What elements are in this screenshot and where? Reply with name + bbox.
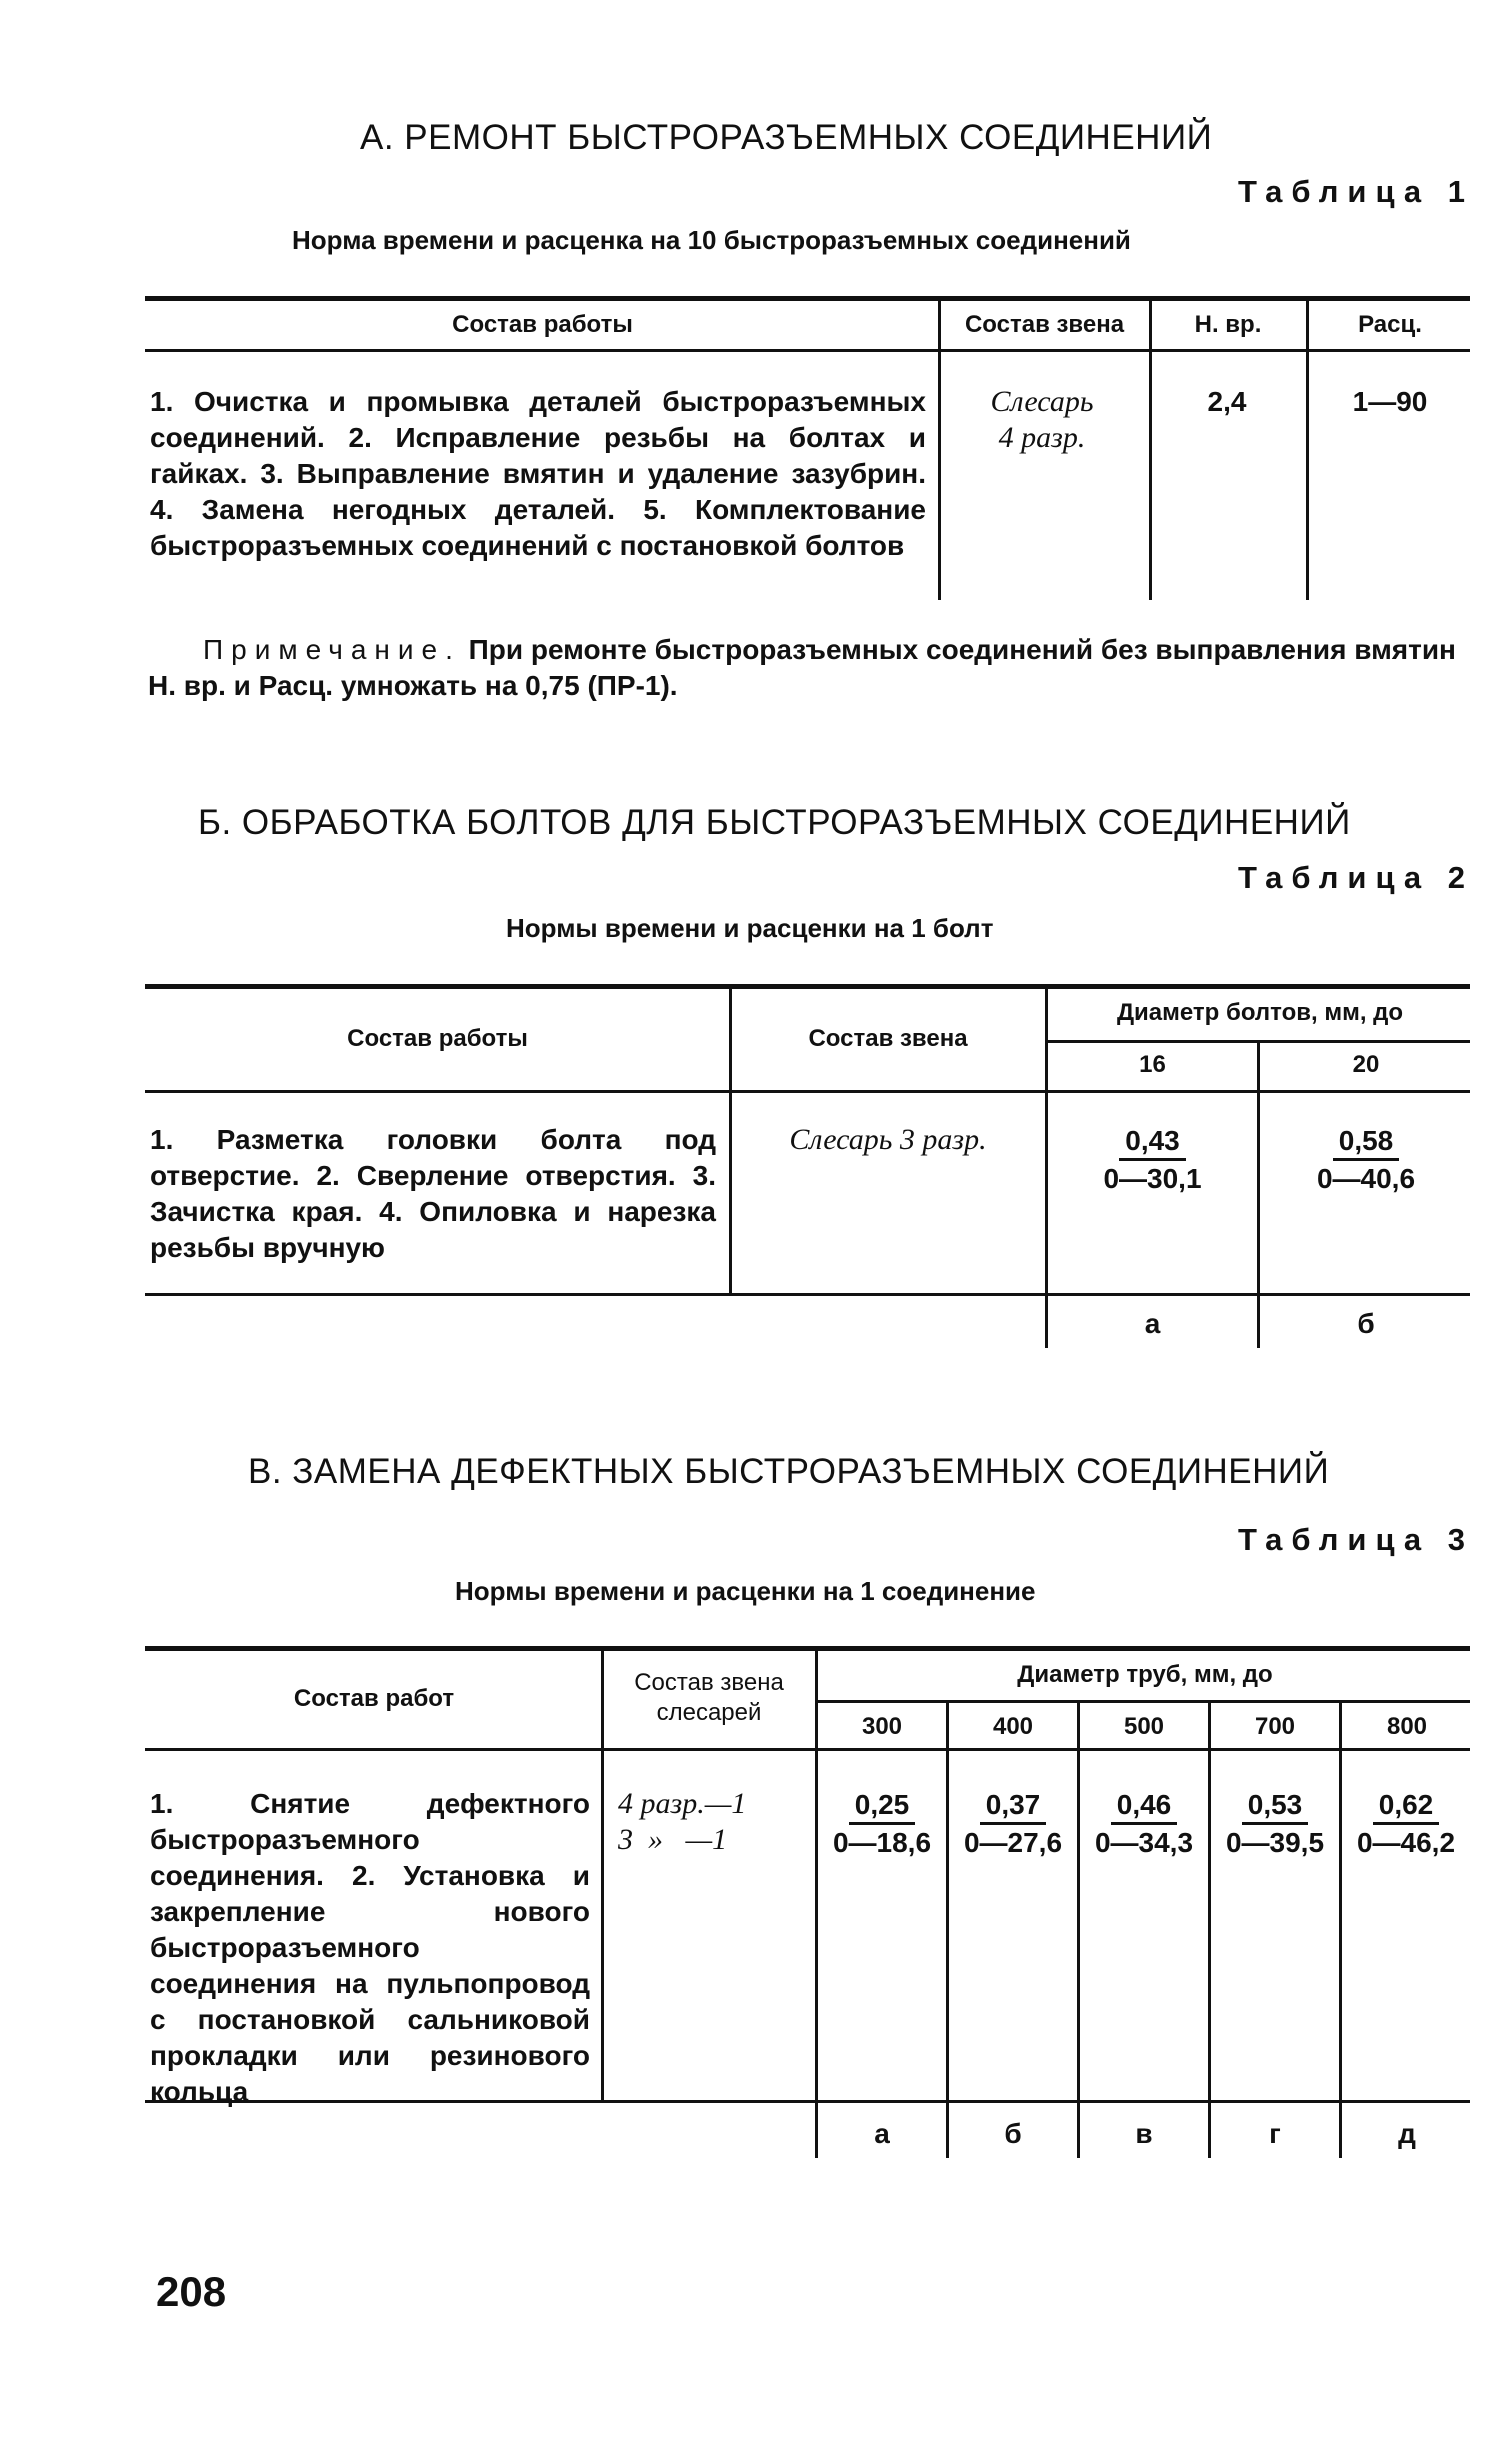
norm-value: 0,58	[1333, 1124, 1400, 1161]
section-a-title: А. РЕМОНТ БЫСТРОРАЗЪЕМНЫХ СОЕДИНЕНИЙ	[360, 118, 1213, 157]
table-3-col-mark-d: д	[1398, 2118, 1416, 2149]
table-3-label: Таблица 3	[1237, 1522, 1474, 1557]
table-3-header-rule	[145, 1748, 1470, 1751]
table-3-header-col-400: 400	[992, 1713, 1034, 1740]
table-2-caption: Нормы времени и расценки на 1 болт	[506, 913, 994, 943]
table-3-value-col-300	[818, 1788, 946, 1861]
price-value: 0—46,2	[1356, 1827, 1456, 1858]
table-2-header-diameter-group: Диаметр болтов, мм, до	[1116, 999, 1404, 1026]
table-3-header-col-700: 700	[1254, 1713, 1296, 1740]
norm-value: 0,37	[980, 1788, 1047, 1825]
table-1-crew-line2: 4 разр.	[998, 421, 1086, 454]
page-number: 208	[156, 2268, 227, 2315]
table-3-header-col-800: 800	[1386, 1713, 1428, 1740]
price-value: 0—40,6	[1316, 1163, 1416, 1194]
table-3-value-col-400	[949, 1788, 1077, 1861]
table-2-value-col-16	[1050, 1124, 1255, 1197]
table-2-label: Таблица 2	[1237, 860, 1474, 895]
norm-value: 0,43	[1119, 1124, 1186, 1161]
table-1-work-description: 1. Очистка и промывка деталей быстроразъемных соединений. 2. Исправление резьбы на болтах и гайках. 3. Выправление вмятин и удаление зазубрин. 4. Замена негодных деталей. 5. Комплектование быстроразъемных соединений с постановкой болтов	[150, 386, 926, 561]
table-1-price-value: 1—90	[1352, 386, 1428, 417]
table-3-col-divider	[1077, 1702, 1080, 2158]
table-1-col-divider	[1149, 300, 1152, 600]
table-2-bottom-rule	[145, 1293, 1470, 1296]
price-value: 0—34,3	[1094, 1827, 1194, 1858]
table-1-header-crew: Состав звена	[964, 311, 1125, 338]
note-prefix: Примечание.	[203, 634, 461, 665]
table-1-caption: Норма времени и расценка на 10 быстроразъемных соединений	[292, 225, 1131, 255]
table-3-header-crew-line2: слесарей	[656, 1699, 762, 1726]
table-3-header-crew-line1: Состав звена	[634, 1669, 784, 1696]
table-2-header-rule	[145, 1090, 1470, 1093]
table-1-label: Таблица 1	[1237, 174, 1474, 209]
table-3-crew-line1: 4 разр.—1	[618, 1787, 747, 1820]
table-3-col-divider	[946, 1702, 949, 2158]
table-3-header-col-500: 500	[1123, 1713, 1165, 1740]
table-3-col-divider	[815, 1650, 818, 2158]
table-2-header-col-20: 20	[1352, 1051, 1380, 1078]
note-text: При ремонте быстроразъемных соединений без выправления вмятин Н. вр. и Расц. умножать на 0,75 (ПР-1).	[148, 634, 1456, 701]
table-2-header-work: Состав работы	[347, 1025, 528, 1052]
table-3-group-rule	[815, 1700, 1470, 1703]
table-3-col-mark-b: б	[1004, 2118, 1022, 2149]
table-3-col-divider	[1339, 1702, 1342, 2158]
table-3-col-mark-g: г	[1269, 2118, 1281, 2149]
table-2-header-crew: Состав звена	[808, 1025, 968, 1052]
price-value: 0—27,6	[963, 1827, 1063, 1858]
price-value: 0—30,1	[1103, 1163, 1202, 1194]
table-3-caption: Нормы времени и расценки на 1 соединение	[455, 1576, 1036, 1606]
table-2-col-mark-a: а	[1144, 1308, 1161, 1339]
table-2-crew: Слесарь 3 разр.	[789, 1123, 987, 1156]
norm-value: 0,46	[1111, 1788, 1178, 1825]
table-3-value-col-500	[1080, 1788, 1208, 1861]
table-1-header-rule	[145, 349, 1470, 352]
table-3-col-mark-a: а	[874, 2118, 890, 2149]
table-1-top-rule	[145, 296, 1470, 301]
price-value: 0—39,5	[1225, 1827, 1325, 1858]
table-3-value-col-700	[1211, 1788, 1339, 1861]
table-1-col-divider	[1306, 300, 1309, 600]
table-2-col-divider	[729, 988, 732, 1294]
table-1-header-price: Расц.	[1358, 311, 1422, 338]
table-1-crew-line1: Слесарь	[990, 385, 1094, 418]
norm-value: 0,62	[1373, 1788, 1440, 1825]
price-value: 0—18,6	[832, 1827, 932, 1858]
table-3-col-mark-v: в	[1135, 2118, 1153, 2149]
section-c-title: В. ЗАМЕНА ДЕФЕКТНЫХ БЫСТРОРАЗЪЕМНЫХ СОЕДИНЕНИЙ	[248, 1452, 1330, 1491]
table-3-col-divider	[1208, 1702, 1211, 2158]
table-2-col-divider	[1045, 988, 1048, 1348]
table-2-top-rule	[145, 984, 1470, 989]
table-1-header-work: Состав работы	[452, 311, 633, 338]
table-3-value-col-800	[1342, 1788, 1470, 1861]
table-1-col-divider	[938, 300, 941, 600]
table-3-work-description: 1. Снятие дефектного быстроразъемного соединения. 2. Установка и закрепление нового быстроразъемного соединения на пульпопровод с постановкой сальниковой прокладки или резинового кольца	[150, 1788, 590, 2107]
table-2-value-col-20	[1262, 1124, 1470, 1197]
table-3-header-work: Состав работ	[293, 1685, 455, 1712]
table-1-note	[148, 632, 1470, 704]
table-2-header-col-16: 16	[1139, 1051, 1166, 1078]
table-3-top-rule	[145, 1646, 1470, 1651]
table-3-header-col-300: 300	[861, 1713, 903, 1740]
table-2-col-divider	[1257, 1042, 1260, 1348]
table-2-col-mark-b: б	[1357, 1308, 1375, 1339]
table-1-header-norm: Н. вр.	[1194, 311, 1262, 338]
table-3-header-diameter-group: Диаметр труб, мм, до	[1017, 1661, 1273, 1688]
norm-value: 0,25	[849, 1788, 916, 1825]
table-1-norm-value: 2,4	[1207, 386, 1247, 417]
table-3-col-divider	[601, 1650, 604, 2100]
table-3-crew-line2: 3 » —1	[618, 1823, 728, 1856]
table-2-work-description: 1. Разметка головки болта под отверстие. 2. Сверление отверстия. 3. Зачистка края. 4. Опиловка и нарезка резьбы вручную	[150, 1124, 716, 1263]
section-b-title: Б. ОБРАБОТКА БОЛТОВ ДЛЯ БЫСТРОРАЗЪЕМНЫХ СОЕДИНЕНИЙ	[198, 803, 1351, 842]
norm-value: 0,53	[1242, 1788, 1309, 1825]
